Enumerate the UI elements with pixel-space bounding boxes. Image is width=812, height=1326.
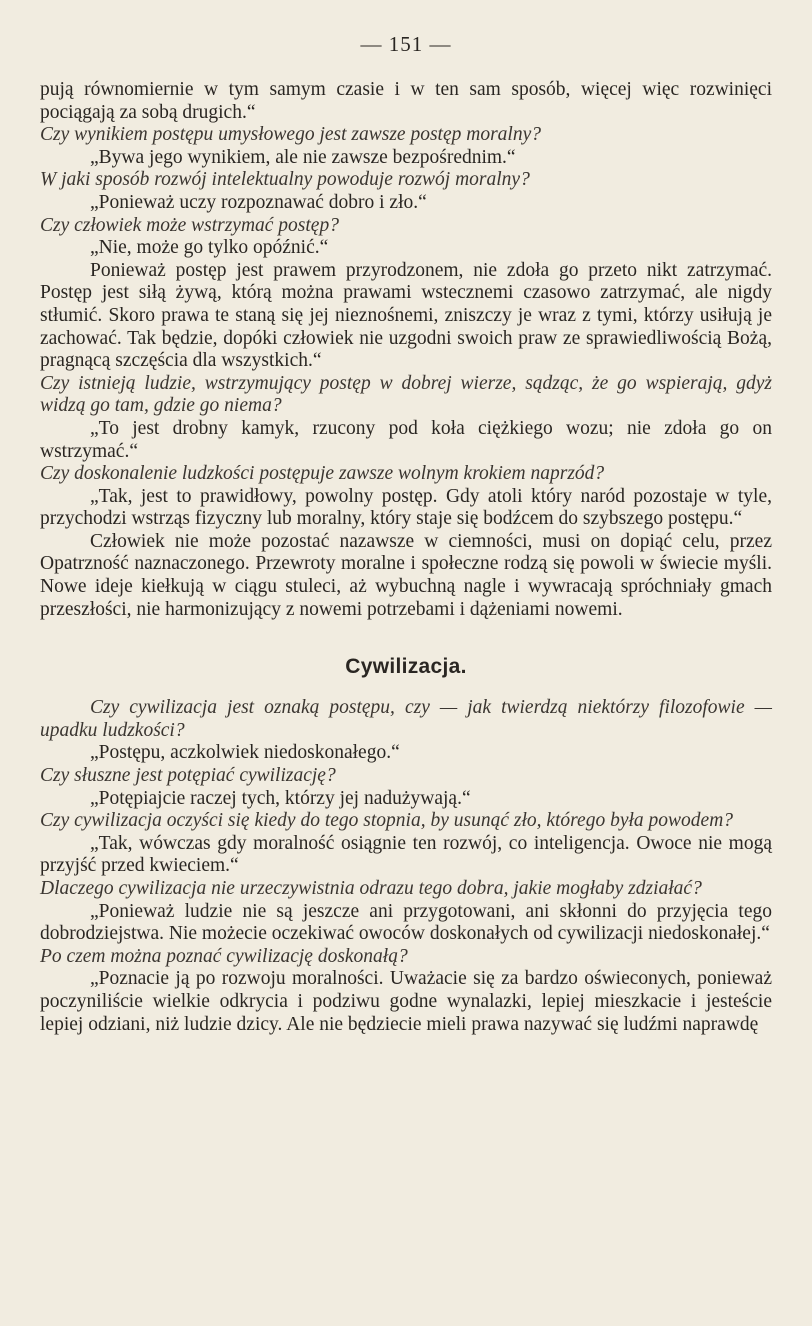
section-heading: Cywilizacja. — [345, 655, 467, 679]
answer-paragraph: „Tak, wówczas gdy moralność osiągnie ten rozwój, co inteligencja. Owoce nie mogą przyjść przed kwieciem.“ — [40, 832, 772, 877]
answer-paragraph: Człowiek nie może pozostać nazawsze w ciemności, musi on dopiąć celu, przez Opatrzność naznaczonego. Przewroty moralne i społeczne rodzą się powoli w świecie myśli. Nowe ideje kiełkują w ciągu stuleci, aż wybuchną nagle i wywracają spróchniały gmach przeszłości, nie harmonizujący z nowemi potrzebami i dążeniami nowemi. — [40, 530, 772, 620]
question-paragraph: Dlaczego cywilizacja nie urzeczywistnia odrazu tego dobra, jakie mogłaby zdziałać? — [40, 878, 702, 899]
text-block-bottom — [40, 697, 772, 1036]
answer-paragraph: „Nie, może go tylko opóźnić.“ — [90, 237, 329, 259]
answer-paragraph: pują równomiernie w tym samym czasie i w ten sam sposób, więcej więc rozwinięci pociągają za sobą drugich.“ — [40, 79, 772, 123]
answer-paragraph: Ponieważ postęp jest prawem przyrodzonem, nie zdoła go przeto nikt zatrzymać. Postęp jest siłą żywą, którą można prawami wstecznemi czasowo zatrzymać, ale nigdy stłumić. Skoro prawa te staną się jej nieznośnemi, zniszczy je wraz z tymi, którzy usiłują je zachować. Tak będzie, dopóki człowiek nie uzgodni swoich praw ze sprawiedliwością Bożą, pragnącą szczęścia dla wszystkich.“ — [40, 259, 772, 372]
answer-paragraph: „Poznacie ją po rozwoju moralności. Uważacie się za bardzo oświeconych, ponieważ poczyniliście wielkie odkrycia i podziwu godne wynalazki, lepiej mieszkacie i jesteście lepiej odziani, niż ludzie dzicy. Ale nie będziecie mieli prawa nazywać się ludźmi naprawdę — [40, 968, 772, 1035]
answer-paragraph: „Postępu, aczkolwiek niedoskonałego.“ — [90, 742, 400, 764]
answer-paragraph: „Tak, jest to prawidłowy, powolny postęp. Gdy atoli który naród pozostaje w tyle, przychodzi wstrząs fizyczny lub moralny, który staje się bodźcem do szybszego postępu.“ — [40, 485, 772, 530]
answer-paragraph: „Ponieważ uczy rozpoznawać dobro i zło.“ — [90, 191, 427, 213]
answer-paragraph: „Potępiajcie raczej tych, którzy jej nadużywają.“ — [90, 787, 471, 809]
answer-paragraph: „Bywa jego wynikiem, ale nie zawsze bezpośrednim.“ — [90, 146, 516, 168]
question-paragraph: Po czem można poznać cywilizację doskonałą? — [40, 945, 408, 967]
answer-paragraph: „Ponieważ ludzie nie są jeszcze ani przygotowani, ani skłonni do przyjęcia tego dobrodziejstwa. Nie możecie oczekiwać owoców doskonałych od cywilizacji niedoskonałej.“ — [40, 900, 772, 945]
page-number: — 151 — — [360, 32, 452, 56]
text-block-top — [40, 79, 772, 621]
question-paragraph: Czy wynikiem postępu umysłowego jest zawsze postęp moralny? — [40, 124, 541, 146]
question-paragraph: W jaki sposób rozwój intelektualny powoduje rozwój moralny? — [40, 169, 530, 191]
question-paragraph: Czy cywilizacja oczyści się kiedy do tego stopnia, by usunąć zło, którego była powodem? — [40, 810, 734, 832]
question-paragraph: Czy człowiek może wstrzymać postęp? — [40, 214, 339, 236]
question-paragraph: Czy istnieją ludzie, wstrzymujący postęp w dobrej wierze, sądząc, że go wspierają, gdyż widzą go tam, gdzie go niema? — [40, 372, 772, 417]
question-paragraph: Czy doskonalenie ludzkości postępuje zawsze wolnym krokiem naprzód? — [40, 463, 605, 485]
question-paragraph: Czy cywilizacja jest oznaką postępu, czy — jak twierdzą niektórzy filozofowie — upadku ludzkości? — [40, 697, 772, 741]
answer-paragraph: „To jest drobny kamyk, rzucony pod koła ciężkiego wozu; nie zdoła go on wstrzymać.“ — [40, 417, 772, 462]
question-paragraph: Czy słuszne jest potępiać cywilizację? — [40, 765, 336, 787]
